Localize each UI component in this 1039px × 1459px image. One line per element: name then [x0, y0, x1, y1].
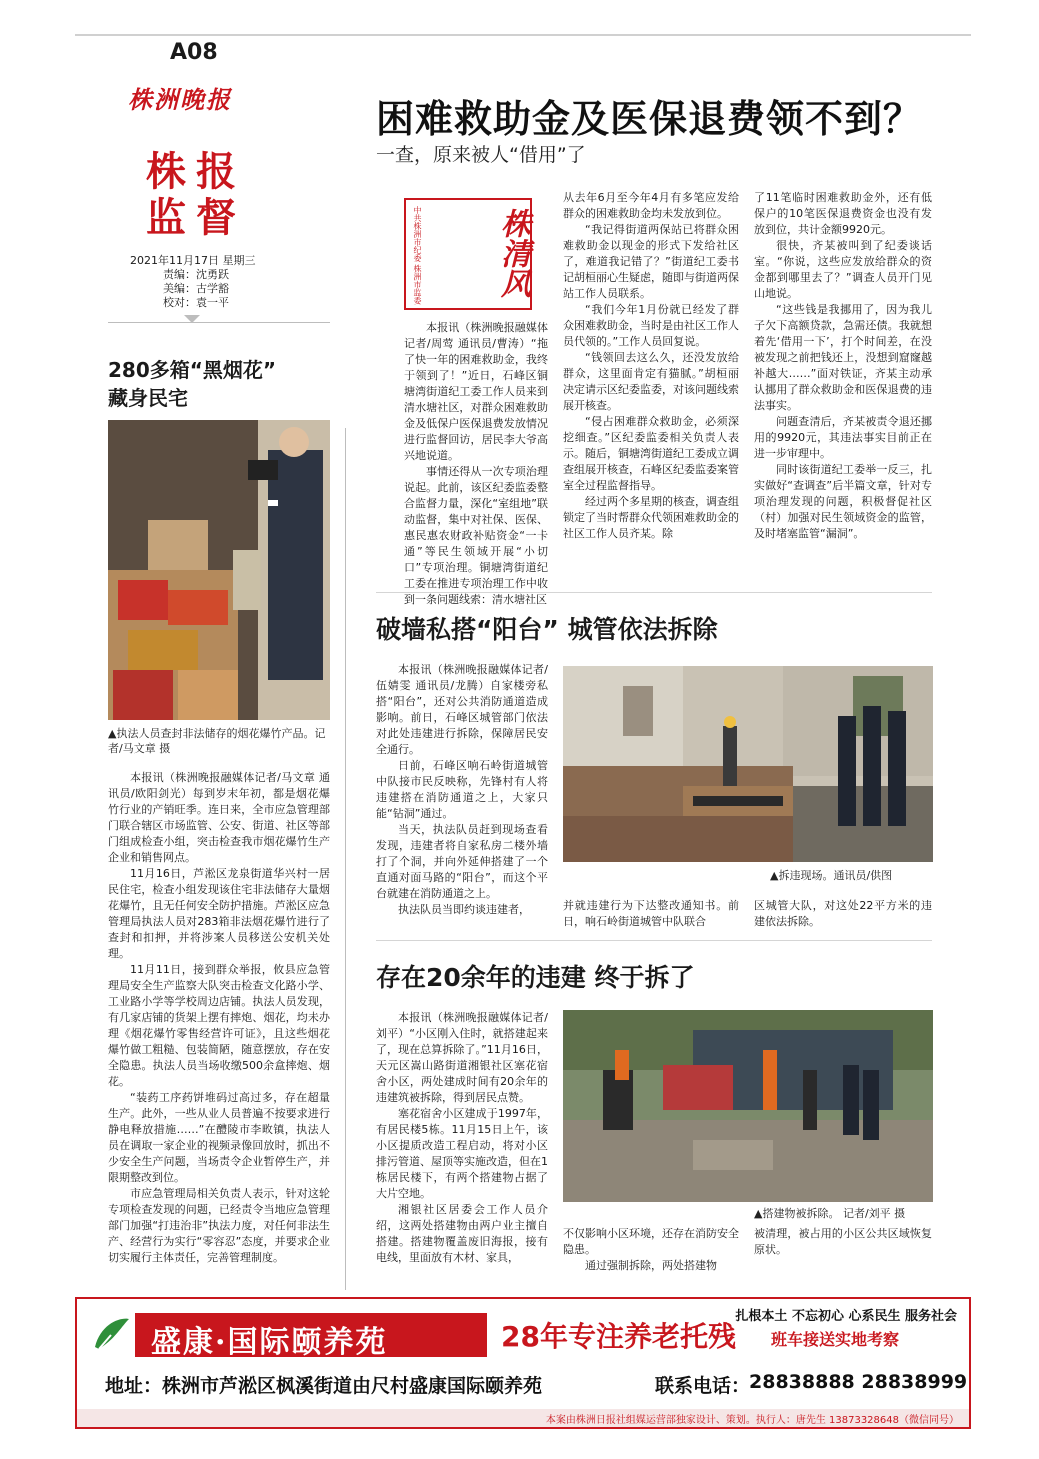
designer: 美编：古学豁	[163, 282, 229, 295]
masthead-logo: 株洲晚报	[128, 85, 232, 114]
balcony-col-3	[754, 898, 932, 934]
lead-col3-p1: 了11笔临时困难救助金外，还有低保户的10笔医保退费资金也没有发放到位，共计金额9920元。	[754, 191, 932, 236]
editor: 责编：沈勇跃	[163, 268, 229, 281]
fireworks-photo-art	[108, 420, 330, 720]
ad-slogan: 扎根本土 不忘初心 心系民生 服务社会	[735, 1309, 957, 1324]
fireworks-photo	[108, 420, 330, 720]
balcony-col-1	[376, 662, 548, 930]
lead-col3-p5: 同时该街道纪工委举一反三，扎实做好“查调查”后半篇文章，针对专项治理发现的问题，积极督促社区（村）加强对民生领域资金的监管，及时堵塞监管“漏洞”。	[754, 463, 932, 540]
ad-footer: 本案由株洲日报社组媒运营部独家设计、策划。执行人：唐先生 13873328648（微信同号）	[545, 1415, 959, 1426]
illegal-photo-art	[563, 1010, 933, 1202]
lead-subtitle: 一查，原来被人“借用”了	[376, 144, 586, 166]
illegal-col-1	[376, 1010, 548, 1288]
balcony-col3-text: 区城管大队，对这处22平方米的违建依法拆除。	[754, 899, 932, 928]
left-p2: 11月16日，芦淞区龙泉街道华兴村一居民住宅，检查小组发现该住宅非法储存大量烟花爆竹，且无任何安全防护措施。芦淞区应急管理局执法人员对283箱非法烟花爆竹进行了查封和扣押，并将涉案人员移送公安机关处理。	[108, 867, 330, 960]
divider-1	[376, 592, 932, 593]
illegal-col3-text: 被清理，被占用的小区公共区域恢复原状。	[754, 1227, 932, 1256]
balcony-p3: 当天，执法队员赶到现场查看发现，违建者将自家私房二楼外墙打了个洞，并向外延伸搭建了一个直通对面马路的“阳台”，而这个平台就建在消防通道之上。	[376, 823, 548, 900]
lead-col2-p1: 从去年6月至今年4月有多笔应发给群众的困难救助金均未发放到位。	[563, 191, 739, 220]
left-p4: “装药工序药饼堆码过高过多，存在超量生产。此外，一些从业人员普遍不按要求进行静电释放措施……”在醴陵市李畋镇，执法人员在调取一家企业的视频录像回放时，抓出不少安全生产问题，当场责令企业暂停生产，并限期整改到位。	[108, 1091, 330, 1184]
divider-notch	[184, 315, 200, 323]
lead-col3-p3: “这些钱是我挪用了，因为我儿子欠下高额贷款，急需还债。我就想着先‘借用一下’，打个时间差，在没被发现之前把钱还上，没想到窟窿越补越大……”面对铁证，齐某主动承认挪用了群众救助金和医保退费的违法事实。	[754, 303, 932, 412]
seal-main-text: 株清风	[495, 208, 530, 298]
lead-col1-p1: 本报讯（株洲晚报融媒体记者/周莺 通讯员/曹涛）“拖了快一年的困难救助金，我终于领到了！”近日，石峰区铜塘湾街道纪工委工作人员来到清水塘社区，对群众困难救助金及低保户医保退费发放情况进行监督回访，居民李大爷高兴地说道。	[404, 321, 548, 462]
left-story-title-1: 280多箱“黑烟花”	[108, 358, 277, 382]
lead-col-1	[404, 320, 548, 606]
seal-side-text: 中共株洲市纪委 株洲市监委	[413, 206, 422, 305]
lead-title: 困难救助金及医保退费领不到？	[376, 97, 923, 141]
illegal-col2-p1: 不仅影响小区环境，还存在消防安全隐患。	[563, 1227, 739, 1256]
left-story-body	[108, 770, 330, 1290]
ad-banner	[75, 1297, 971, 1429]
balcony-col-2	[563, 898, 739, 934]
lead-col1-p2: 事情还得从一次专项治理说起。此前，该区纪委监委整合监督力量，深化“室组地”联动监督，集中对社保、医保、惠民惠农财政补贴资金“一卡通”等民生领域开展“小切口”专项治理。铜塘湾街道纪工委在推进专项治理工作中收到一条问题线索：清水塘社区	[404, 465, 548, 606]
lead-col-2	[563, 190, 739, 578]
balcony-caption: ▲拆违现场。通讯员/供图	[770, 869, 893, 882]
column-char-4: 督	[196, 194, 236, 241]
ad-phones: 28838888 28838999	[749, 1371, 968, 1393]
illegal-caption: ▲搭建物被拆除。 记者/刘平 摄	[754, 1207, 906, 1220]
illegal-title: 存在20余年的违建 终于拆了	[376, 963, 695, 992]
balcony-p2: 日前，石峰区响石岭街道城管中队接市民反映称，先锋村有人将违建搭在消防通道之上，大家只能“钻洞”通过。	[376, 759, 548, 820]
column-logo	[146, 140, 242, 241]
ad-sub: 班车接送实地考察	[771, 1330, 900, 1349]
ad-brand-box	[135, 1313, 487, 1360]
balcony-p1: 本报讯（株洲晚报融媒体记者/伍婧雯 通讯员/龙腾）自家楼旁私搭“阳台”，还对公共消防通道造成影响。前日，石峰区城管部门依法对此处违建进行拆除，保障居民安全通行。	[376, 663, 548, 756]
ad-footer-bar	[77, 1409, 969, 1427]
vertical-divider	[345, 428, 346, 1290]
lead-col-3	[754, 190, 932, 578]
seal-stamp	[404, 198, 532, 310]
ad-headline: 28年专注养老托残	[501, 1320, 736, 1353]
column-char-2: 报	[196, 148, 236, 195]
illegal-p3: 湘银社区居委会工作人员介绍，这两处搭建物由两户业主擅自搭建。搭建物覆盖废旧海报，接有电线，里面放有木材、家具，	[376, 1203, 548, 1264]
lead-col3-p4: 问题查清后，齐某被责令退还挪用的9920元，其违法事实目前正在进一步审理中。	[754, 415, 932, 460]
leaf-hand-icon	[91, 1313, 131, 1353]
lead-col3-p2: 很快，齐某被叫到了纪委谈话室。“你说，这些应发放给群众的资金都到哪里去了？”调查人员开门见山地说。	[754, 239, 932, 300]
illegal-photo	[563, 1010, 933, 1202]
top-rule	[75, 34, 971, 36]
left-p1: 本报讯（株洲晚报融媒体记者/马文章 通讯员/欧阳剑光）每到岁末年初，都是烟花爆竹行业的产销旺季。连日来，全市应急管理部门联合辖区市场监管、公安、街道、社区等部门组成检查小组，突击检查我市烟花爆竹生产企业和销售网点。	[108, 771, 330, 864]
fireworks-caption: ▲执法人员查封非法储存的烟花爆竹产品。记者/马文章 摄	[108, 727, 326, 755]
divider-2	[376, 940, 932, 941]
illegal-col2-p2: 通过强制拆除，两处搭建物	[585, 1259, 717, 1272]
left-story-title-2: 藏身民宅	[108, 386, 188, 410]
date-line: 2021年11月17日 星期三	[130, 254, 256, 267]
illegal-p2: 塞花宿舍小区建成于1997年，有居民楼5栋。11月15日上午，该小区提质改造工程启动，将对小区排污管道、屋顶等实施改造，但在1栋居民楼下，有两个搭建物占据了大片空地。	[376, 1107, 548, 1200]
left-p3: 11月11日，接到群众举报，攸县应急管理局安全生产监察大队突击检查文化路小学、工业路小学等学校周边店铺。执法人员发现，有几家店铺的货架上摆有摔炮、烟花，均未办理《烟花爆竹零售经营许可证》，且这些烟花爆竹做工粗糙、包装简陋，随意摆放，存在安全隐患。执法人员当场收缴500余盒摔炮、烟花。	[108, 963, 330, 1088]
left-p5: 市应急管理局相关负责人表示，针对这轮专项检查发现的问题，已经责令当地应急管理部门加强“打违治非”执法力度，对任何非法生产、经营行为实行“零容忍”态度，并要求企业切实履行主体责任，完善管理制度。	[108, 1187, 330, 1264]
lead-col2-p6: 经过两个多星期的核查，调查组锁定了当时帮群众代领困难救助金的社区工作人员齐某。除	[563, 495, 739, 540]
left-divider	[108, 322, 330, 323]
page-number: A08	[170, 40, 218, 65]
balcony-photo	[563, 666, 933, 862]
ad-logo-icon	[91, 1313, 131, 1353]
illegal-col-3	[754, 1226, 932, 1266]
lead-col2-p2: “我记得街道两保站已将群众困难救助金以现金的形式下发给社区了，难道我记错了？”街道纪工委书记胡桓丽心生疑虑，随即与街道两保站工作人员联系。	[563, 223, 739, 300]
lead-col2-p3: “我们今年1月份就已经发了群众困难救助金，当时是由社区工作人员代领的。”工作人员回复说。	[563, 303, 739, 348]
column-char-1: 株	[146, 148, 186, 195]
ad-phone-label: 联系电话：	[655, 1375, 751, 1397]
balcony-photo-art	[563, 666, 933, 862]
balcony-title: 破墙私搭“阳台” 城管依法拆除	[376, 615, 718, 644]
lead-col2-p4: “钱领回去这么久，还没发放给群众，这里面肯定有猫腻。”胡桓丽决定请示区纪委监委，对该问题线索展开核查。	[563, 351, 739, 412]
proofreader: 校对：袁一平	[163, 296, 229, 309]
illegal-col-2	[563, 1226, 739, 1288]
illegal-p1: 本报讯（株洲晚报融媒体记者/刘平）“小区刚入住时，就搭建起来了，现在总算拆除了。”11月16日，天元区嵩山路街道湘银社区塞花宿舍小区，两处建成时间有20余年的违建筑被拆除，得到居民点赞。	[376, 1011, 548, 1104]
lead-col2-p5: “侵占困难群众救助金，必须深挖细查。”区纪委监委相关负责人表示。随后，铜塘湾街道纪工委成立调查组展开核查，石峰区纪委监委案管室全过程监督指导。	[563, 415, 739, 492]
ad-address: 地址：株洲市芦淞区枫溪街道由尺村盛康国际颐养苑	[105, 1375, 543, 1397]
balcony-p4: 执法队员当即约谈违建者，	[398, 903, 530, 916]
ad-brand: 盛康·国际颐养苑	[151, 1325, 388, 1360]
column-char-3: 监	[146, 194, 186, 241]
balcony-col2-text: 并就违建行为下达整改通知书。前日，响石岭街道城管中队联合	[563, 899, 739, 928]
